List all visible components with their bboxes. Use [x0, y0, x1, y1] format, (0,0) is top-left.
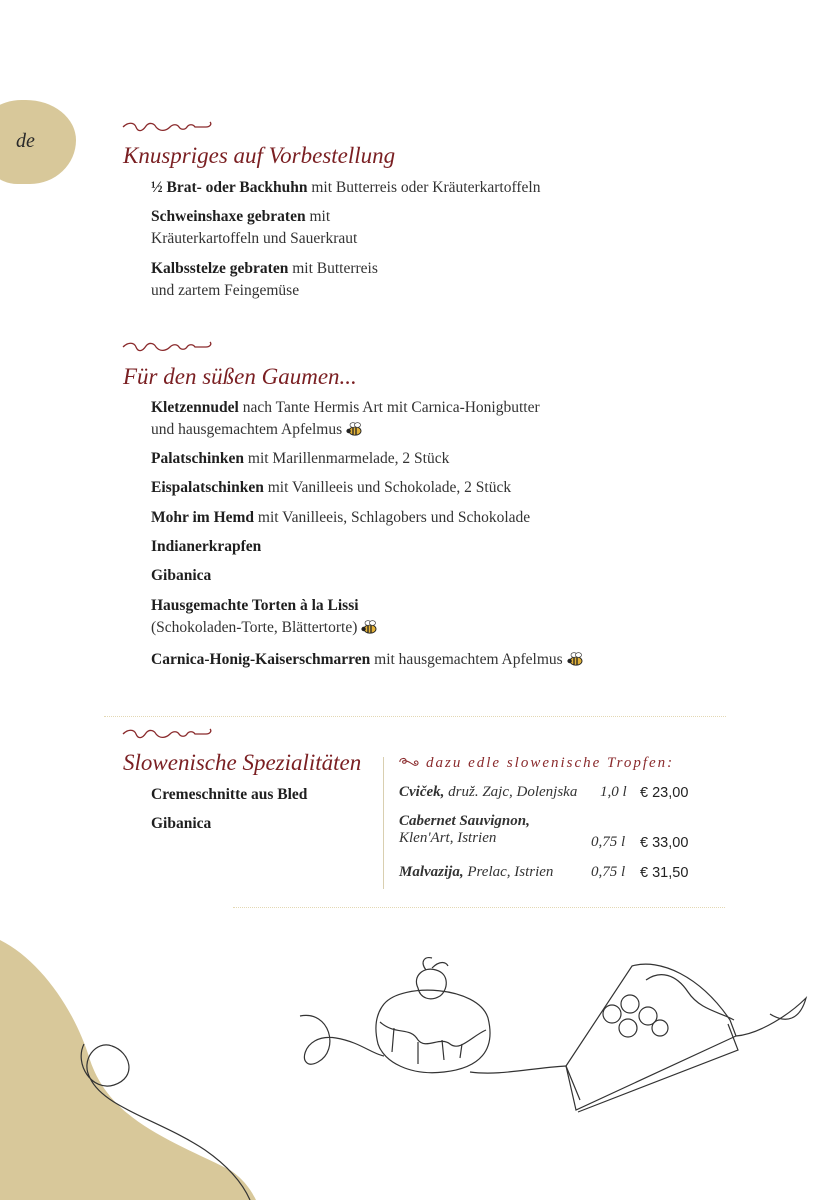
wine-heading — [398, 754, 674, 772]
wine-price: € 33,00 — [640, 835, 689, 851]
item-name: Indianerkrapfen — [151, 538, 262, 555]
item-name: Carnica-Honig-Kaiserschmarren — [151, 651, 371, 668]
section-title-slowenische: Slowenische Spezialitäten — [123, 750, 362, 775]
item-desc: mit Butterreis oder Kräuterkartoffeln — [307, 179, 541, 196]
menu-item — [151, 784, 307, 806]
wine-volume: 1,0 l — [600, 784, 627, 800]
bee-icon — [359, 618, 379, 636]
item-desc: mit Marillenmarmelade, 2 Stück — [244, 450, 450, 467]
item-name: ½ Brat- oder Backhuhn — [151, 179, 308, 196]
item-desc: mit Vanilleeis, Schlagobers und Schokolade — [254, 509, 531, 526]
bee-icon — [344, 420, 364, 438]
item-name: Kalbsstelze gebraten — [151, 260, 289, 277]
wine-item — [399, 864, 553, 881]
item-desc-line2: und hausgemachtem Apfelmus — [151, 421, 343, 438]
item-desc: mit — [305, 208, 331, 225]
divider — [104, 716, 726, 717]
item-desc: mit hausgemachtem Apfelmus — [370, 651, 563, 668]
menu-item — [151, 177, 540, 199]
cake-line-drawing — [0, 940, 836, 1200]
swirl-icon — [398, 755, 420, 769]
scroll-ornament-icon — [122, 120, 214, 134]
item-desc-line2: und zartem Feingemüse — [151, 282, 300, 299]
wine-detail: Prelac, Istrien — [463, 864, 554, 880]
wine-heading-text: dazu edle slowenische Tropfen: — [426, 755, 675, 771]
menu-item — [151, 649, 585, 671]
section-title-knuspriges: Knuspriges auf Vorbestellung — [123, 143, 396, 168]
menu-item — [151, 477, 511, 499]
wine-name: Malvazija, — [399, 864, 464, 880]
menu-item — [151, 595, 379, 639]
menu-item — [151, 448, 449, 470]
item-name: Schweinshaxe gebraten — [151, 208, 306, 225]
menu-item — [151, 507, 530, 529]
scroll-ornament-icon — [122, 340, 214, 354]
menu-item — [151, 536, 261, 558]
item-name: Eispalatschinken — [151, 479, 264, 496]
item-name: Kletzennudel — [151, 399, 239, 416]
item-name: Gibanica — [151, 815, 212, 832]
menu-item — [151, 565, 211, 587]
wine-price: € 23,00 — [640, 785, 689, 801]
item-name: Cremeschnitte aus Bled — [151, 786, 308, 803]
item-desc: nach Tante Hermis Art mit Carnica-Honigbutter — [238, 399, 540, 416]
wine-volume: 0,75 l — [591, 834, 626, 850]
language-tag: de — [16, 130, 35, 152]
menu-item — [151, 206, 357, 250]
wine-item — [399, 813, 530, 847]
item-desc: mit Butterreis — [288, 260, 378, 277]
wine-price: € 31,50 — [640, 865, 689, 881]
scroll-ornament-icon — [122, 727, 214, 741]
item-name: Hausgemachte Torten à la Lissi — [151, 597, 359, 614]
menu-item — [151, 258, 378, 302]
bee-icon — [565, 650, 585, 668]
item-name: Palatschinken — [151, 450, 245, 467]
decorative-blob-top — [0, 100, 76, 184]
menu-item — [151, 813, 211, 835]
wine-name: Cviček, — [399, 784, 445, 800]
wine-name: Cabernet Sauvignon, — [399, 813, 530, 829]
item-name: Mohr im Hemd — [151, 509, 255, 526]
wine-item — [399, 784, 577, 801]
item-desc: mit Vanilleeis und Schokolade, 2 Stück — [263, 479, 512, 496]
divider — [233, 907, 725, 908]
wine-detail: Klen'Art, Istrien — [399, 830, 497, 846]
wine-detail: druž. Zajc, Dolenjska — [444, 784, 578, 800]
column-separator — [383, 757, 384, 889]
item-desc-line2: Kräuterkartoffeln und Sauerkraut — [151, 230, 358, 247]
item-desc-line2: (Schokoladen-Torte, Blättertorte) — [151, 619, 358, 636]
menu-item — [151, 397, 540, 441]
section-title-suessen-gaumen: Für den süßen Gaumen... — [123, 364, 357, 389]
item-name: Gibanica — [151, 567, 212, 584]
wine-volume: 0,75 l — [591, 864, 626, 880]
